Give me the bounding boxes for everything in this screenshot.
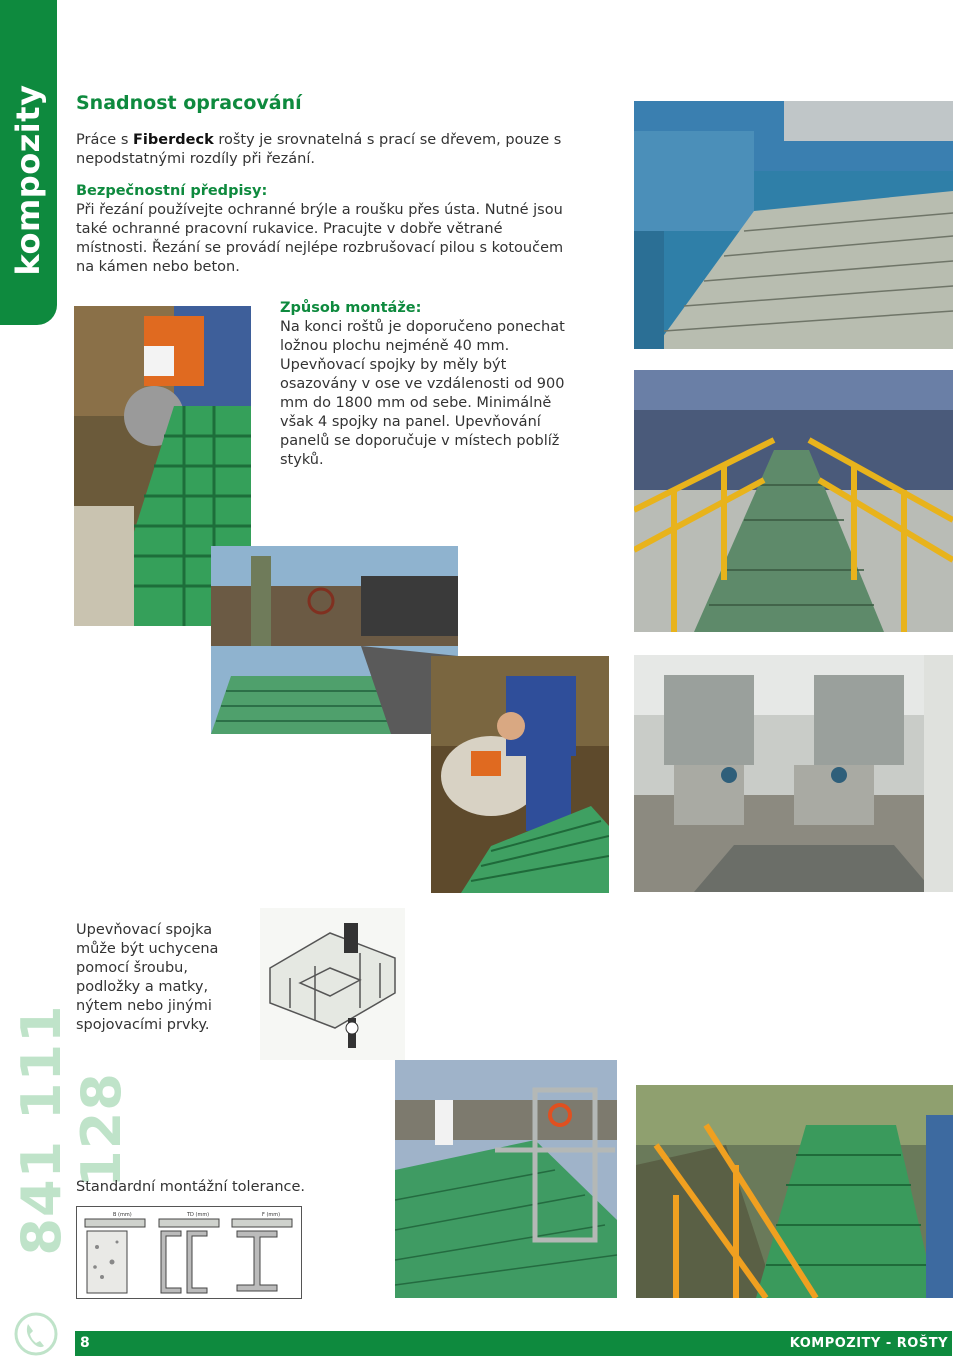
mounting-heading: Způsob montáže: xyxy=(280,300,422,316)
photo-worker-cutting xyxy=(431,656,609,893)
page-number: 8 xyxy=(80,1335,90,1351)
photo-grating-installation xyxy=(211,546,458,734)
photo-treatment-plant xyxy=(634,655,953,892)
safety-block xyxy=(76,182,566,277)
brand-name: Fiberdeck xyxy=(133,132,214,148)
side-tab-label: kompozity xyxy=(9,84,47,276)
intro-post: rošty je srovnatelná s prací se dřevem, pouze s nepodstatnými rozdíly při řezání. xyxy=(76,132,562,167)
photo-stairs-walkway xyxy=(636,1085,953,1298)
page-title: Snadnost opracování xyxy=(76,92,302,114)
photo-yellow-walkway xyxy=(634,370,953,632)
tolerance-caption: Standardní montážní tolerance. xyxy=(76,1179,306,1195)
mounting-text: Na konci roštů je doporučeno ponechat ložnou plochu nejméně 40 mm. Upevňovací spojky by měly být osazovány v ose ve vzdálenosti od 900 mm do 1800 mm od sebe. Minimálně však 4 spojky na panel. Upevňování panelů se doporučuje v místech poblíž styků. xyxy=(280,319,565,468)
clip-caption: Upevňovací spojka může být uchycena pomocí šroubu, podložky a matky, nýtem nebo jinými spojovacími prvky. xyxy=(76,922,219,1033)
photo-platform-gratings xyxy=(634,101,953,349)
tolerance-diagram xyxy=(76,1206,302,1299)
footer-title: KOMPOZITY - ROŠTY xyxy=(789,1336,948,1351)
intro-paragraph xyxy=(76,131,576,169)
phone-number: 841 111 128 xyxy=(10,1004,133,1256)
intro-pre: Práce s xyxy=(76,132,134,148)
diagram-label-f: F (mm) xyxy=(262,1212,281,1218)
safety-heading: Bezpečnostní předpisy: xyxy=(76,183,268,199)
mounting-block xyxy=(280,299,580,470)
photo-green-grating-deck xyxy=(395,1060,617,1298)
phone-icon xyxy=(14,1312,58,1356)
diagram-label-td: TD (mm) xyxy=(187,1212,210,1218)
diagram-label-b: B (mm) xyxy=(113,1212,132,1218)
safety-text: Při řezání používejte ochranné brýle a roušku přes ústa. Nutné jsou také ochranné pracovní rukavice. Pracujte v dobře větrané místnosti. Řezání se provádí nejlépe rozbrušovací pilou s kotoučem na kámen nebo beton. xyxy=(76,202,564,275)
fastening-clip-diagram xyxy=(260,908,405,1060)
